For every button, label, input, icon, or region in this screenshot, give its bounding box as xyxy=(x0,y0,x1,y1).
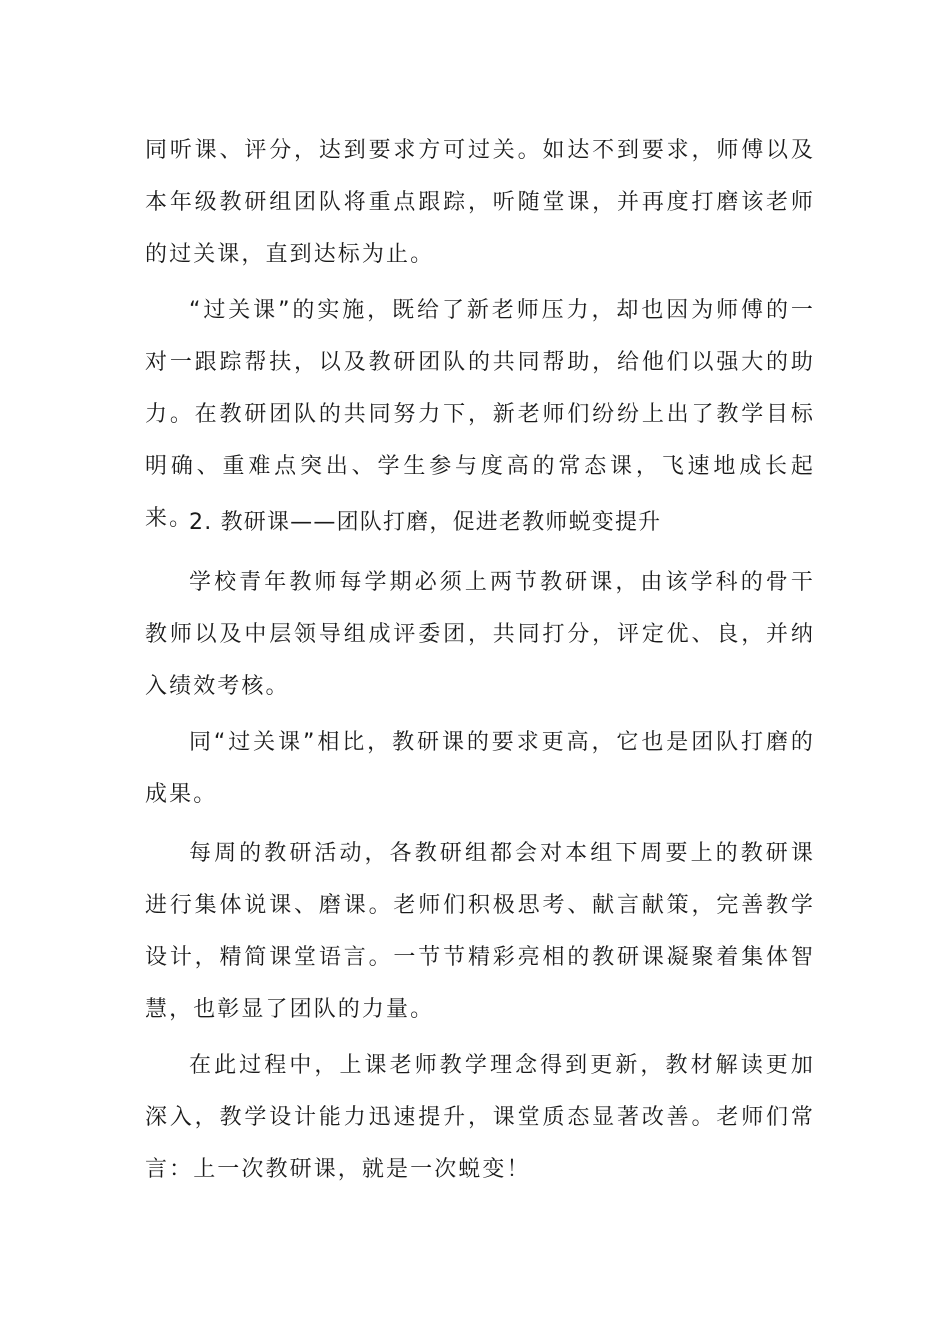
paragraph-weekly-activity: 每周的教研活动，各教研组都会对本组下周要上的教研课进行集体说课、磨课。老师们积极思考、献言献策，完善教学设计，精简课堂语言。一节节精彩亮相的教研课凝聚着集体智慧，也彰显了团队的力量。 xyxy=(145,841,815,1022)
paragraph-continued: 同听课、评分，达到要求方可过关。如达不到要求，师傅以及本年级教研组团队将重点跟踪，听随堂课，并再度打磨该老师的过关课，直到达标为止。 xyxy=(145,138,815,267)
paragraph-process: 在此过程中，上课老师教学理念得到更新，教材解读更加深入，教学设计能力迅速提升，课堂质态显著改善。老师们常言：上一次教研课，就是一次蜕变！ xyxy=(145,1053,815,1182)
paragraph-comparison: 同“过关课”相比，教研课的要求更高，它也是团队打磨的成果。 xyxy=(145,730,815,807)
paragraph-guoguanke-effect: “过关课”的实施，既给了新老师压力，却也因为师傅的一对一跟踪帮扶，以及教研团队的共同帮助，给他们以强大的助力。在教研团队的共同努力下，新老师们纷纷上出了教学目标明确、重难点突出、学生参与度高的常态课，飞速地成长起来。 xyxy=(145,298,815,531)
section-heading: 2. 教研课——团队打磨，促进老教师蜕变提升 xyxy=(189,510,662,535)
paragraph-jiaoyanke-requirement: 学校青年教师每学期必须上两节教研课，由该学科的骨干教师以及中层领导组成评委团，共同打分，评定优、良，并纳入绩效考核。 xyxy=(145,570,815,699)
